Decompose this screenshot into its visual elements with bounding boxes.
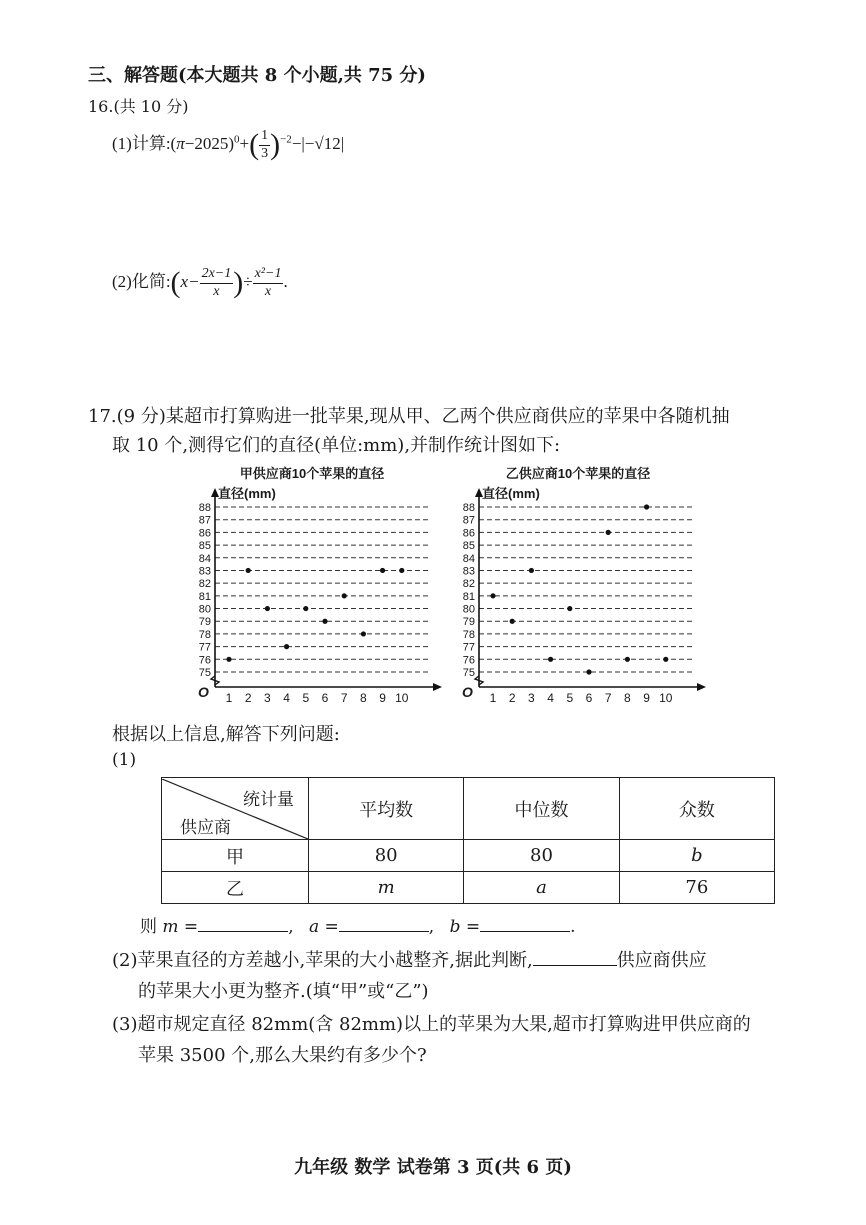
y-tick-label: 82 (198, 578, 211, 591)
y-tick-label: 84 (198, 552, 211, 565)
q16-part2-x: x− (180, 271, 200, 291)
q16-plus: + (239, 133, 250, 153)
data-point (510, 619, 515, 624)
chart-b-ylabel: 直径(mm) (482, 486, 540, 501)
x-tick-label: 8 (360, 691, 367, 705)
x-tick-label: 8 (624, 691, 631, 705)
y-tick-label: 85 (198, 540, 211, 553)
y-tick-label: 76 (462, 654, 475, 667)
q16-part2: (2)化简:(x− $\frac{2x-1}{x}$ )÷ $\frac{\text{x²−1}}{x}$ . (112, 266, 288, 299)
y-tick-label: 83 (462, 565, 475, 578)
table-row-a-median: 80 (464, 840, 619, 872)
y-tick-label: 80 (462, 603, 475, 616)
q17-fill-line: 则 m = , a = , b = . (140, 917, 576, 937)
x-tick-label: 6 (585, 691, 593, 705)
x-tick-label: 4 (547, 691, 554, 705)
x-tick-label: 1 (489, 691, 497, 705)
data-point (586, 669, 591, 674)
data-point (322, 619, 327, 624)
x-tick-label: 2 (508, 691, 516, 705)
y-tick-label: 88 (462, 502, 475, 514)
fill-b-blank[interactable] (480, 917, 570, 932)
data-point (644, 504, 649, 509)
x-tick-label: 6 (321, 691, 329, 705)
fill-end: . (570, 917, 576, 937)
y-tick-label: 78 (198, 628, 211, 641)
q16-part1-prefix: (1)计算: (112, 133, 171, 153)
y-tick-label: 77 (462, 641, 475, 654)
q16-part2-frac-den: x (213, 283, 220, 299)
y-tick-label: 87 (198, 514, 211, 527)
q17-part2-blank[interactable] (533, 951, 617, 966)
q17-line2: 取 10 个,测得它们的直径(单位:mm),并制作统计图如下: (112, 435, 561, 456)
q16-part2-frac2-den: x (264, 283, 272, 299)
chart-b-origin: O (462, 684, 473, 700)
q16-part2-frac2-num: x²−1 (253, 266, 284, 283)
y-tick-label: 75 (198, 667, 211, 679)
x-tick-label: 5 (302, 691, 310, 705)
x-tick-label: 9 (379, 691, 386, 705)
y-tick-label: 88 (198, 502, 211, 514)
data-point (663, 657, 668, 662)
table-header-top: 统计量 (243, 789, 294, 810)
y-tick-label: 77 (198, 641, 211, 654)
fill-m-label: m = (162, 917, 199, 937)
table-row-a-mode: b (619, 840, 774, 872)
data-point (284, 644, 289, 649)
q17-line1: 17.(9 分)某超市打算购进一批苹果,现从甲、乙两个供应商供应的苹果中各随机抽 (88, 406, 730, 427)
q17-part3-line2: 苹果 3500 个,那么大果约有多少个? (138, 1045, 427, 1066)
x-tick-label: 10 (395, 691, 409, 705)
y-tick-label: 86 (462, 527, 475, 540)
x-axis-arrow (433, 683, 442, 691)
x-tick-label: 1 (225, 691, 233, 705)
table-row-a-name: 甲 (162, 840, 309, 872)
table-row-b-mode: 76 (619, 872, 774, 904)
chart-supplier-a (188, 462, 446, 710)
fill-a-blank[interactable] (339, 917, 429, 932)
q16-exp0: 0 (234, 133, 240, 146)
fill-b-label: b = (449, 917, 481, 937)
chart-b-title: 乙供应商10个苹果的直径 (505, 466, 651, 481)
y-tick-label: 86 (198, 527, 211, 540)
q16-label: 16.(共 10 分) (88, 97, 189, 116)
table-col-mean: 平均数 (309, 778, 464, 840)
y-tick-label: 83 (198, 565, 211, 578)
data-point (226, 657, 231, 662)
y-tick-label: 87 (462, 514, 475, 527)
table-header-row (162, 778, 775, 840)
q17-part2-text: (2)苹果直径的方差越小,苹果的大小越整齐,据此判断, (112, 950, 533, 971)
q16-part2-div: ÷ (243, 271, 253, 291)
data-point (265, 606, 270, 611)
y-tick-label: 85 (462, 540, 475, 553)
q16-part2-prefix: (2)化简: (112, 271, 171, 291)
y-tick-label: 76 (198, 654, 211, 667)
x-tick-label: 7 (604, 691, 612, 705)
chart-a-origin: O (198, 684, 209, 700)
q17-part3-line1: (3)超市规定直径 82mm(含 82mm)以上的苹果为大果,超市打算购进甲供应商的 (112, 1014, 751, 1035)
table-row-b-median: a (464, 872, 619, 904)
x-tick-label: 3 (264, 691, 271, 705)
y-tick-label: 82 (462, 578, 475, 591)
q16-pi: π (176, 133, 185, 153)
data-point (490, 593, 495, 598)
y-tick-label: 75 (462, 667, 475, 679)
q17-part2-text-b: 供应商供应 (616, 950, 707, 971)
y-tick-label: 79 (198, 616, 211, 629)
q17-prompt: 根据以上信息,解答下列问题: (112, 724, 340, 745)
table-row (162, 840, 775, 872)
q16-abs: −|−√12| (291, 133, 345, 153)
table-col-mode: 众数 (619, 778, 774, 840)
data-point (625, 657, 630, 662)
table-row (162, 872, 775, 904)
data-point (380, 568, 385, 573)
table-col-median: 中位数 (464, 778, 619, 840)
y-tick-label: 84 (462, 552, 475, 565)
table-header-diagonal (162, 778, 309, 840)
x-tick-label: 5 (566, 691, 574, 705)
x-tick-label: 10 (659, 691, 673, 705)
y-tick-label: 81 (462, 590, 475, 603)
x-tick-label: 9 (643, 691, 650, 705)
q16-part2-end: . (283, 271, 288, 291)
x-tick-label: 3 (528, 691, 535, 705)
data-point (529, 568, 534, 573)
y-tick-label: 81 (198, 590, 211, 603)
stats-table (161, 777, 775, 904)
y-tick-label: 78 (462, 628, 475, 641)
data-point (342, 593, 347, 598)
chart-supplier-b (452, 462, 710, 710)
page-footer: 九年级 数学 试卷第 3 页(共 6 页) (294, 1157, 572, 1178)
data-point (303, 606, 308, 611)
data-point (567, 606, 572, 611)
data-point (548, 657, 553, 662)
q16-part2-frac-num: 2x−1 (200, 266, 234, 283)
data-point (606, 530, 611, 535)
q16-frac-num: 1 (259, 128, 270, 145)
table-row-b-mean: m (309, 872, 464, 904)
x-tick-label: 4 (283, 691, 290, 705)
section-heading: 三、解答题(本大题共 8 个小题,共 75 分) (88, 65, 426, 86)
data-point (246, 568, 251, 573)
q16-part1: (1)计算$:(\pi-2025)^0+$( $\frac{1}{3}$ )$^{-2}$−|−√12| (112, 128, 345, 161)
table-row-b-name: 乙 (162, 872, 309, 904)
q17-part2-line2: 的苹果大小更为整齐.(填“甲”或“乙”) (138, 981, 429, 1002)
fill-a-label: a = (309, 917, 339, 937)
data-point (399, 568, 404, 573)
table-header-bottom: 供应商 (180, 817, 231, 838)
q16-year: −2025) (184, 133, 234, 153)
y-tick-label: 79 (462, 616, 475, 629)
q16-frac-den: 3 (261, 145, 269, 161)
x-tick-label: 2 (244, 691, 252, 705)
data-point (361, 631, 366, 636)
chart-a-title: 甲供应商10个苹果的直径 (239, 466, 385, 481)
x-axis-arrow (697, 683, 706, 691)
q17-part2-line1 (112, 946, 707, 972)
q17-part1-label: (1) (112, 750, 137, 770)
chart-a-ylabel: 直径(mm) (218, 486, 276, 501)
q16-exp2: −2 (280, 133, 292, 146)
table-row-a-mean: 80 (309, 840, 464, 872)
x-tick-label: 7 (340, 691, 348, 705)
fill-then: 则 (140, 917, 157, 937)
y-tick-label: 80 (198, 603, 211, 616)
fill-m-blank[interactable] (198, 917, 288, 932)
